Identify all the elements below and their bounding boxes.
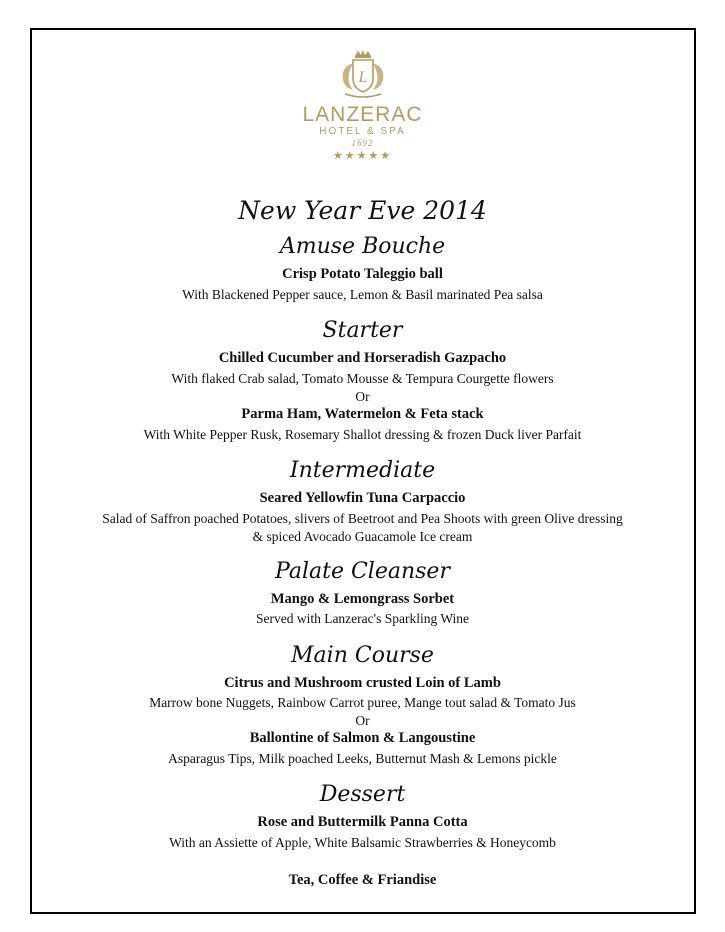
or-separator-main-course: Or: [355, 713, 370, 728]
dish-dessert: Rose and Buttermilk Panna Cotta: [257, 814, 468, 830]
desc-intermediate-1: Salad of Saffron poached Potatoes, slivers of Beetroot and Pea Shoots with green Olive dressing: [102, 511, 623, 526]
desc-main-course-1: Marrow bone Nuggets, Rainbow Carrot puree, Mange tout salad & Tomato Jus: [149, 695, 576, 710]
desc-starter-1: With flaked Crab salad, Tomato Mousse & Tempura Courgette flowers: [171, 371, 554, 386]
desc-starter-2: With White Pepper Rusk, Rosemary Shallot dressing & frozen Duck liver Parfait: [143, 427, 582, 442]
dish-intermediate: Seared Yellowfin Tuna Carpaccio: [259, 490, 466, 506]
dish-amuse-bouche: Crisp Potato Taleggio ball: [282, 266, 443, 282]
rating-stars: ★★★★★: [332, 150, 393, 162]
dish-main-course-1: Citrus and Mushroom crusted Loin of Lamb: [224, 675, 501, 691]
brand-year: 1692: [351, 138, 374, 148]
section-heading-starter: Starter: [322, 318, 403, 343]
dish-main-course-2: Ballontine of Salmon & Langoustine: [249, 730, 476, 746]
section-heading-dessert: Dessert: [319, 782, 406, 807]
dish-palate-cleanser: Mango & Lemongrass Sorbet: [270, 591, 455, 607]
section-heading-main-course: Main Course: [291, 643, 434, 668]
brand-name: LANZERAC: [302, 103, 423, 126]
or-separator-starter: Or: [355, 389, 370, 404]
dish-starter-1: Chilled Cucumber and Horseradish Gazpacho: [218, 350, 507, 366]
desc-dessert: With an Assiette of Apple, White Balsamic Strawberries & Honeycomb: [169, 835, 556, 850]
section-heading-amuse-bouche: Amuse Bouche: [279, 234, 446, 259]
desc-amuse-bouche: With Blackened Pepper sauce, Lemon & Basil marinated Pea salsa: [182, 287, 543, 302]
section-heading-palate-cleanser: Palate Cleanser: [275, 559, 450, 584]
brand-subtitle: HOTEL & SPA: [319, 126, 406, 137]
hotel-logo: [0, 50, 725, 163]
desc-intermediate-2: & spiced Avocado Guacamole Ice cream: [252, 529, 473, 544]
menu-title: New Year Eve 2014: [238, 196, 487, 225]
section-heading-intermediate: Intermediate: [289, 458, 436, 483]
lanzerac-crest-icon: [333, 50, 393, 102]
closing-line: Tea, Coffee & Friandise: [288, 872, 437, 888]
dish-starter-2: Parma Ham, Watermelon & Feta stack: [241, 406, 484, 422]
crest-letter: L: [358, 69, 367, 86]
desc-main-course-2: Asparagus Tips, Milk poached Leeks, Butternut Mash & Lemons pickle: [168, 751, 557, 766]
desc-palate-cleanser: Served with Lanzerac's Sparkling Wine: [255, 611, 470, 626]
